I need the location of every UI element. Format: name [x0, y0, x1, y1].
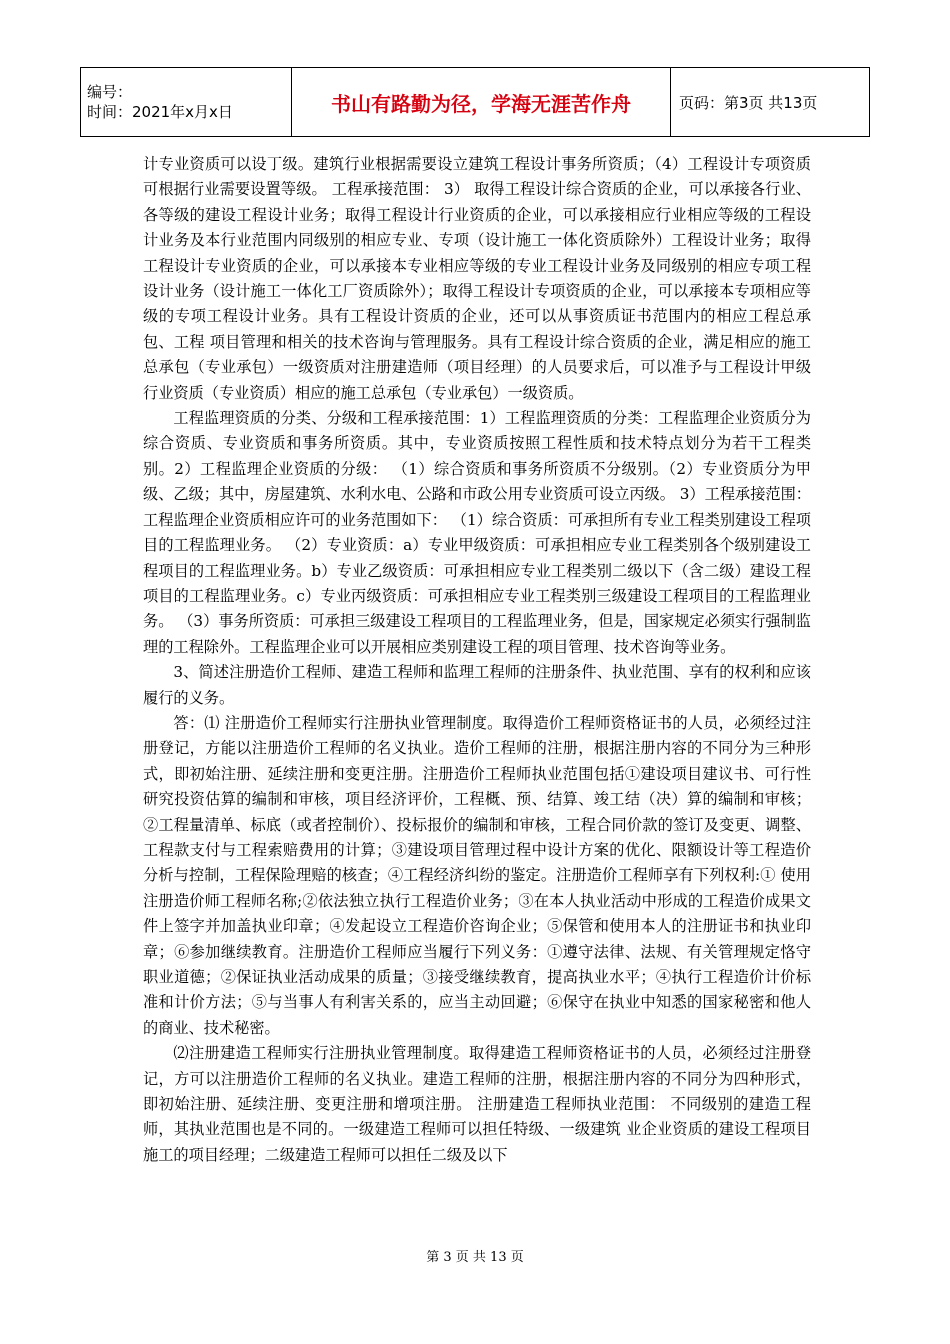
paragraph-design-qualification: 计专业资质可以设丁级。建筑行业根据需要设立建筑工程设计事务所资质；（4）工程设计专项资质可根据行业需要设置等级。 工程承接范围： 3） 取得工程设计综合资质的企业，可以承接各行业、各等级的建设工程设计业务；取得工程设计行业资质的企业，可以承接相应行业相应等级的工程设计业务及本行业范围内同级别的相应专业、专项（设计施工一体化资质除外）工程设计业务；取得工程设计专业资质的企业，可以承接本专业相应等级的专业工程设计业务及同级别的相应专项工程设计业务（设计施工一体化工厂资质除外）；取得工程设计专项资质的企业，可以承接本专项相应等级的专项工程设计业务。具有工程设计资质的企业，还可以从事资质证书范围内的相应工程总承包、工程 项目管理和相关的技术咨询与管理服务。具有工程设计综合资质的企业，满足相应的施工总承包（专业承包）一级资质对注册建造师（项目经理）的人员要求后，可以准予与工程设计甲级行业资质（专业资质）相应的施工总承包（专业承包）一级资质。 [143, 155, 811, 402]
header-page-info: 页码：第3页 共13页 [671, 68, 870, 137]
document-body [143, 152, 811, 1168]
paragraph-question-3: 3、简述注册造价工程师、建造工程师和监理工程师的注册条件、执业范围、享有的权利和应该履行的义务。 [143, 663, 811, 707]
paragraph-answer-cost-engineer: 答：⑴ 注册造价工程师实行注册执业管理制度。取得造价工程师资格证书的人员，必须经过注册登记，方能以注册造价工程师的名义执业。造价工程师的注册，根据注册内容的不同分为三种形式，即初始注册、延续注册和变更注册。注册造价工程师执业范围包括①建设项目建议书、可行性研究投资估算的编制和审核，项目经济评价，工程概、预、结算、竣工结（决）算的编制和审核；②工程量清单、标底（或者控制价）、投标报价的编制和审核，工程合同价款的签订及变更、调整、工程款支付与工程索赔费用的计算；③建设项目管理过程中设计方案的优化、限额设计等工程造价分析与控制，工程保险理赔的核查；④工程经济纠纷的鉴定。注册造价工程师享有下列权利:① 使用注册造价师工程师名称;②依法独立执行工程造价业务；③在本人执业活动中形成的工程造价成果文件上签字并加盖执业印章；④发起设立工程造价咨询企业；⑤保管和使用本人的注册证书和执业印章；⑥参加继续教育。注册造价工程师应当履行下列义务：①遵守法律、法规、有关管理规定恪守职业道德；②保证执业活动成果的质量；③接受继续教育，提高执业水平；④执行工程造价计价标准和计价方法；⑤与当事人有利害关系的，应当主动回避；⑥保守在执业中知悉的国家秘密和他人的商业、技术秘密。 [143, 713, 811, 1037]
header-meta [81, 68, 292, 137]
header-motto: 书山有路勤为径，学海无涯苦作舟 [292, 68, 671, 137]
page-footer: 第 3 页 共 13 页 [426, 1250, 524, 1265]
document-number-label: 编号： [87, 83, 133, 101]
page-header [80, 67, 870, 137]
document-date: 时间：2021年x月x日 [87, 103, 233, 121]
paragraph-construction-engineer: ⑵注册建造工程师实行注册执业管理制度。取得建造工程师资格证书的人员，必须经过注册登记，方可以注册造价工程师的名义执业。建造工程师的注册，根据注册内容的不同分为四种形式，即初始注册、延续注册、变更注册和增项注册。 注册建造工程师执业范围： 不同级别的建造工程师，其执业范围也是不同的。一级建造工程师可以担任特级、一级建筑 业企业资质的建设工程项目施工的项目经理；二级建造工程师可以担任二级及以下 [143, 1044, 811, 1164]
paragraph-supervision-qualification: 工程监理资质的分类、分级和工程承接范围：1）工程监理资质的分类：工程监理企业资质分为综合资质、专业资质和事务所资质。其中，专业资质按照工程性质和技术特点划分为若干工程类别。2）工程监理企业资质的分级： （1）综合资质和事务所资质不分级别。（2）专业资质分为甲级、乙级；其中，房屋建筑、水利水电、公路和市政公用专业资质可设立丙级。 3）工程承接范围：工程监理企业资质相应许可的业务范围如下： （1）综合资质：可承担所有专业工程类别建设工程项目的工程监理业务。 （2）专业资质：a）专业甲级资质：可承担相应专业工程类别各个级别建设工程项目的工程监理业务。b）专业乙级资质：可承担相应专业工程类别二级以下（含二级）建设工程项目的工程监理业务。c）专业丙级资质：可承担相应专业工程类别三级建设工程项目的工程监理业务。 （3）事务所资质：可承担三级建设工程项目的工程监理业务，但是，国家规定必须实行强制监理的工程除外。工程监理企业可以开展相应类别建设工程的项目管理、技术咨询等业务。 [143, 409, 811, 656]
